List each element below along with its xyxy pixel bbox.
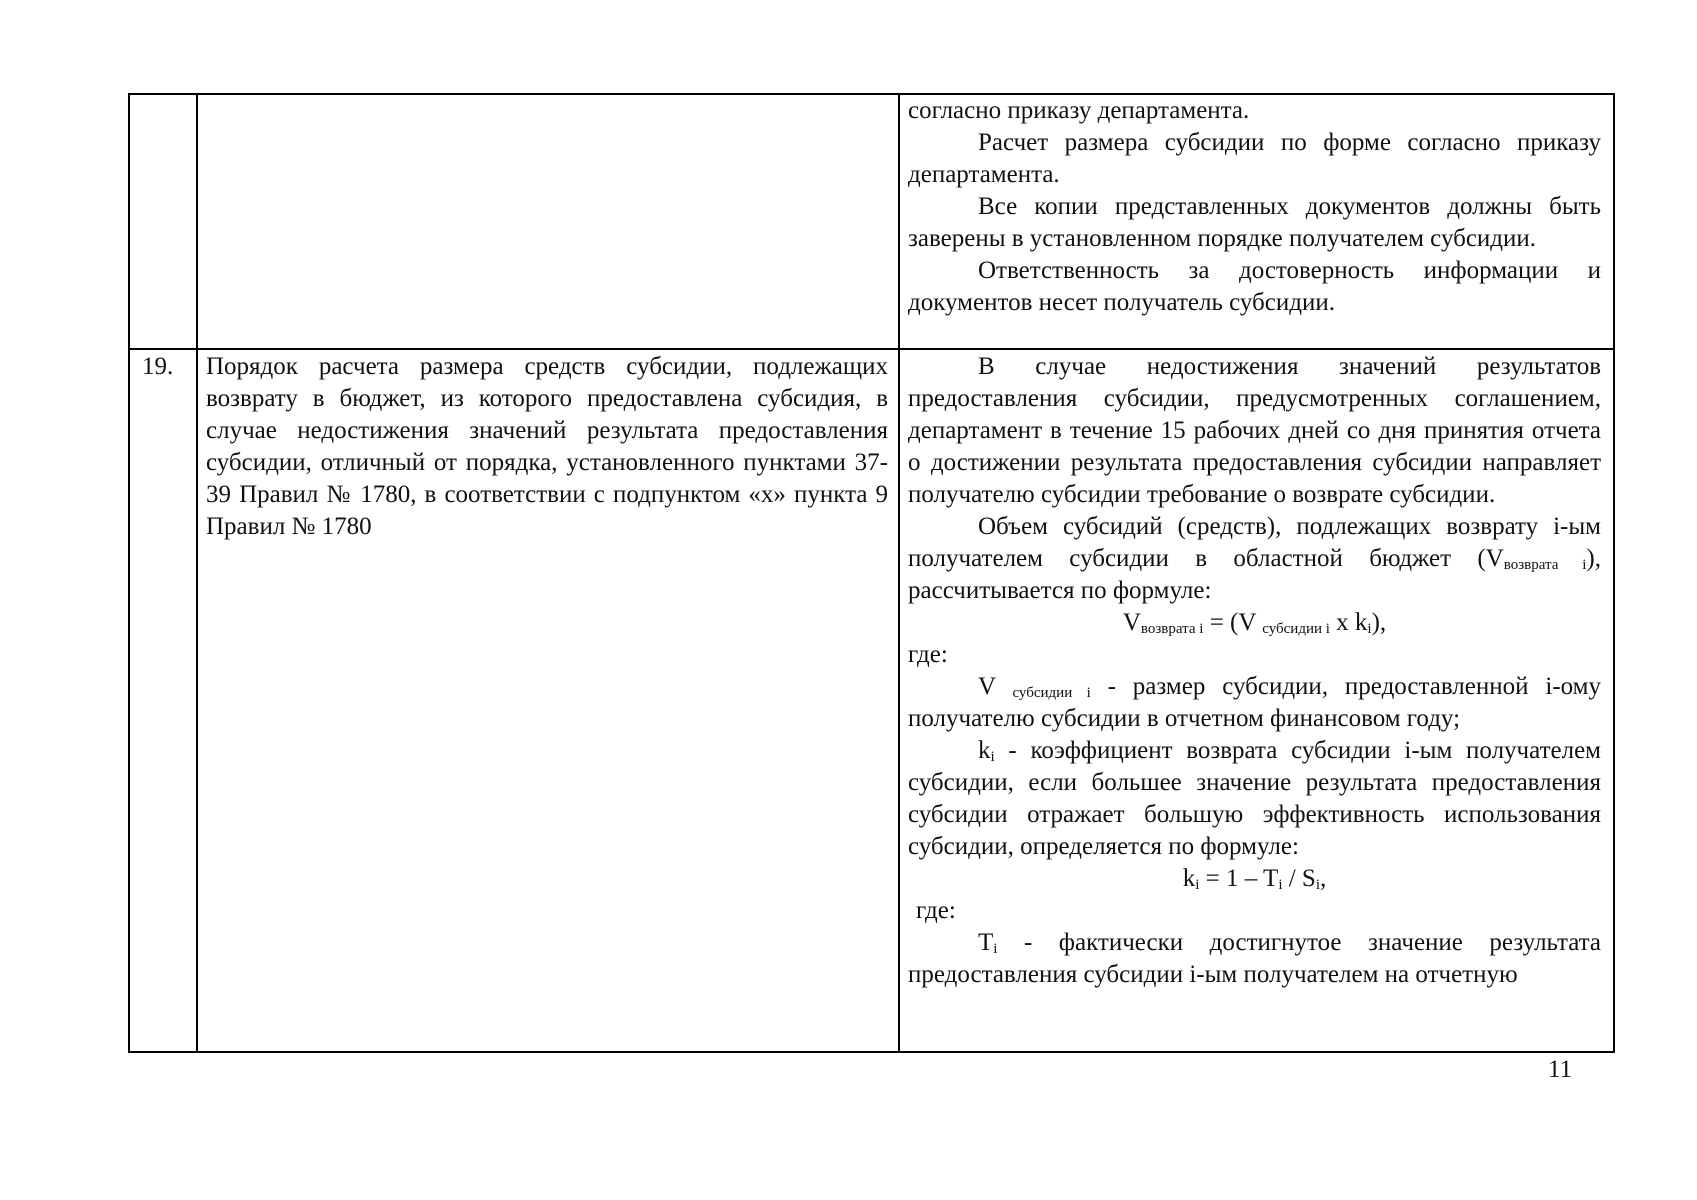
- text: - размер субсидии, предоставленной i-ому получателю субсидии в отчетном финансовом году;: [908, 673, 1601, 732]
- paragraph: Расчет размера субсидии по форме согласно приказу департамента.: [908, 129, 1601, 188]
- text: ), рассчитывается по формуле:: [908, 545, 1601, 604]
- subscript: i: [993, 941, 998, 957]
- text: = (V: [1203, 609, 1263, 636]
- text: T: [978, 929, 994, 956]
- where-label: где:: [908, 641, 948, 668]
- paragraph: Все копии представленных документов должны быть заверены в установленном порядке получателем субсидии.: [908, 193, 1601, 252]
- subscript: i: [1195, 877, 1200, 893]
- page-number: 11: [1548, 1056, 1573, 1083]
- paragraph: В случае недостижения значений результатов предоставления субсидии, предусмотренных соглашением, департамент в течение 15 рабочих дней со дня принятия отчета о достижении результата предоставления субсидии направляет получателю субсидии требование о возврате субсидии.: [908, 353, 1601, 508]
- paragraph: согласно приказу департамента.: [908, 97, 1250, 124]
- text: - фактически достигнутое значение результата предоставления субсидии i-ым получателем на отчетную: [908, 929, 1601, 988]
- text: ),: [1371, 609, 1387, 636]
- text: - коэффициент возврата субсидии i-ым получателем субсидии, если большее значение результата предоставления субсидии отражает большую эффективность использования субсидии, определяется по формуле:: [908, 737, 1601, 860]
- subscript: субсидии i: [1262, 621, 1330, 637]
- subscript: i: [1315, 877, 1321, 893]
- text: = 1 – T: [1199, 865, 1279, 892]
- formula-k: [908, 863, 1601, 895]
- text: / S: [1282, 865, 1316, 892]
- subscript: i: [1278, 877, 1283, 893]
- subscript: возврата i: [1503, 557, 1587, 573]
- text: х k: [1329, 609, 1368, 636]
- text: k: [978, 737, 991, 764]
- paragraph: Ответственность за достоверность информации и документов несет получатель субсидии.: [908, 257, 1601, 316]
- text: k: [1182, 865, 1196, 892]
- text: V: [1122, 609, 1141, 636]
- text: Объем субсидий (средств), подлежащих возврату i-ым получателем субсидии в областной бюджет (V: [908, 513, 1601, 572]
- text: ,: [1320, 865, 1327, 892]
- row-number: 19.: [142, 353, 174, 380]
- definition-v-subsidy: [908, 671, 1601, 735]
- document-table: [128, 93, 1615, 1053]
- formula-v-return: [908, 607, 1601, 639]
- row-top-col3: [908, 95, 1601, 319]
- row-19-col3: [908, 351, 1601, 991]
- where-label: где:: [916, 897, 956, 924]
- column-divider: [898, 95, 900, 1051]
- column-divider: [196, 95, 198, 1051]
- text: V: [978, 673, 1013, 700]
- paragraph: [908, 511, 1601, 607]
- row-divider: [130, 348, 1613, 350]
- definition-t: [908, 927, 1601, 991]
- subscript: i: [1367, 621, 1372, 637]
- subscript: возврата i: [1140, 621, 1204, 637]
- definition-k: [908, 735, 1601, 863]
- row-title: Порядок расчета размера средств субсидии, подлежащих возврату в бюджет, из которого предоставлена субсидия, в случае недостижения значений результата предоставления субсидии, отличный от порядка, установленного пунктами 37-39 Правил № 1780, в соответствии с подпунктом «х» пункта 9 Правил № 1780: [206, 353, 888, 540]
- subscript: субсидии i: [1012, 685, 1091, 701]
- subscript: i: [990, 749, 995, 765]
